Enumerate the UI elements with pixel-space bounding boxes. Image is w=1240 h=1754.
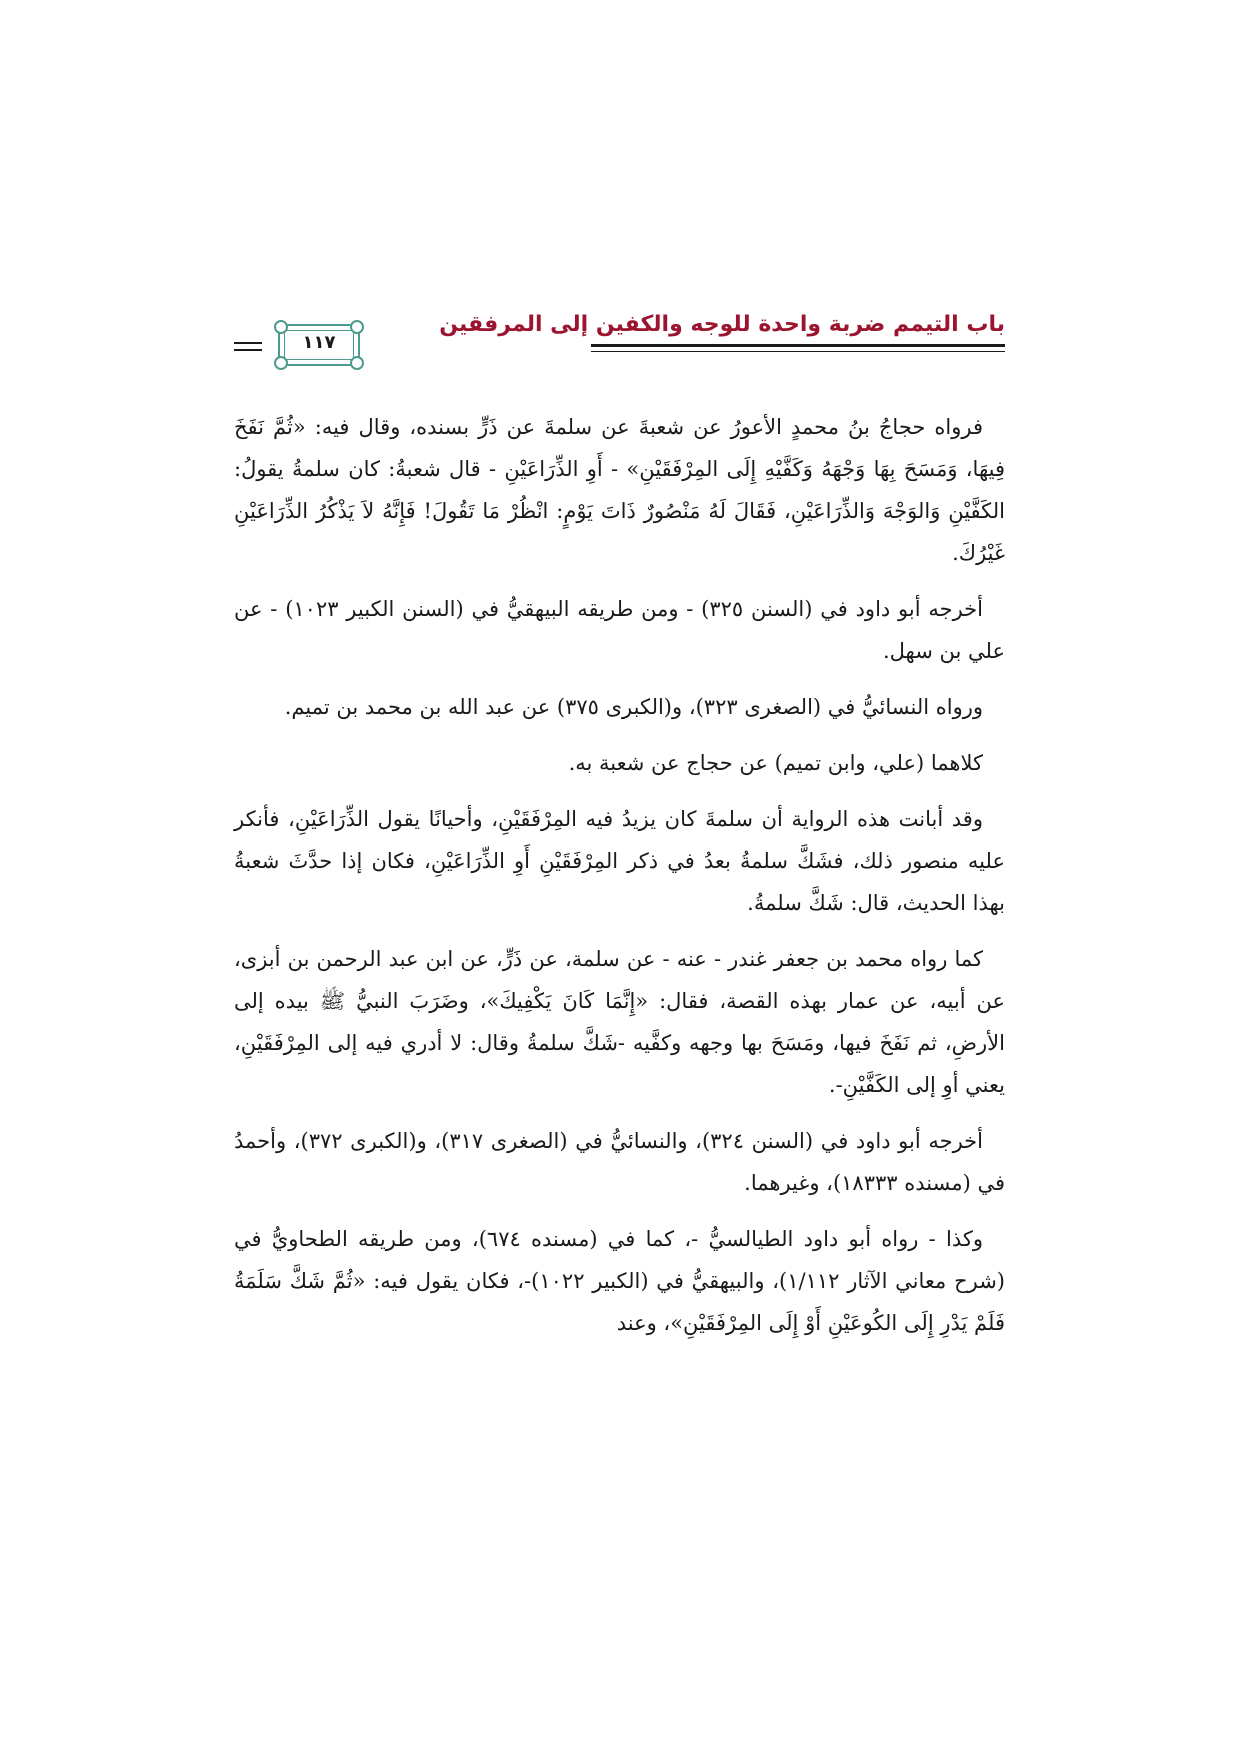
paragraph-nasai-narration: ورواه النسائيُّ في (الصغرى ٣٢٣)، و(الكبرى ٣٧٥) عن عبد الله بن محمد بن تميم. [284, 695, 983, 719]
page-body [234, 406, 1005, 1358]
paragraph-salama-doubt: وقد أبانت هذه الرواية أن سلمةَ كان يزيدُ فيه المِرْفَقَيْنِ، وأحيانًا يقول الذِّرَاعَيْنِ، فأنكر عليه منصور ذلك، فشَكَّ سلمةُ بعدُ في ذكر المِرْفَقَيْنِ أَوِ الذِّرَاعَيْنِ، فكان إذا حدَّثَ شعبةُ بهذا الحديث، قال: شَكَّ سلمةُ. [234, 807, 1005, 915]
frame-corner-ornament [350, 356, 364, 370]
paragraph-abu-dawud-takhrij: أخرجه أبو داود في (السنن ٣٢٥) - ومن طريقه البيهقيُّ في (السنن الكبير ١٠٢٣) - عن علي بن سهل. [234, 597, 1005, 663]
paragraph-ghundar-narration: كما رواه محمد بن جعفر غندر - عنه - عن سلمة، عن ذَرٍّ، عن ابن عبد الرحمن بن أبزى، عن أبيه، عن عمار بهذه القصة، فقال: «إِنَّمَا كَانَ يَكْفِيكَ»، وضَرَبَ النبيُّ ﷺ بيده إلى الأرضِ، ثم نَفَخَ فيها، ومَسَحَ بها وجهه وكفَّيه -شَكَّ سلمةُ وقال: لا أدري فيه إلى المِرْفَقَيْنِ، يعني أوِ إلى الكَفَّيْنِ-. [234, 947, 1005, 1097]
header-rule-thin [591, 351, 1005, 352]
page-number: ١١٧ [302, 332, 336, 353]
paragraph-takhrij-ahmad: أخرجه أبو داود في (السنن ٣٢٤)، والنسائيُّ في (الصغرى ٣١٧)، و(الكبرى ٣٧٢)، وأحمدُ في (مسنده ١٨٣٣٣)، وغيرهما. [234, 1129, 1005, 1195]
chapter-title: باب التيمم ضربة واحدة للوجه والكفين إلى المرفقين [439, 312, 1005, 337]
paragraph-both-narrators: كلاهما (علي، وابن تميم) عن حجاج عن شعبة به. [568, 751, 983, 775]
page-number-frame [278, 324, 360, 366]
paragraph-tayalisi-narration: وكذا - رواه أبو داود الطيالسيُّ -، كما في (مسنده ٦٧٤)، ومن طريقه الطحاويُّ في (شرح معاني الآثار ١/١١٢)، والبيهقيُّ في (الكبير ١٠٢٢)-، فكان يقول فيه: «ثُمَّ شَكَّ سَلَمَةُ فَلَمْ يَدْرِ إِلَى الكُوعَيْنِ أَوْ إِلَى المِرْفَقَيْنِ»، وعند [234, 1227, 1006, 1335]
paragraph-hajjaj-narration: فرواه حجاجُ بنُ محمدٍ الأعورُ عن شعبةَ عن سلمةَ عن ذَرٍّ بسنده، وقال فيه: «ثُمَّ نَفَخَ فِيهَا، وَمَسَحَ بِهَا وَجْهَهُ وَكَفَّيْهِ إِلَى المِرْفَقَيْنِ» - أَوِ الذِّرَاعَيْنِ - قال شعبةُ: كان سلمةُ يقولُ: الكَفَّيْنِ وَالوَجْهَ وَالذِّرَاعَيْنِ، فَقَالَ لَهُ مَنْصُورٌ ذَاتَ يَوْمٍ: انْظُرْ مَا تَقُولَ! فَإِنَّهُ لاَ يَذْكُرُ الذِّرَاعَيْنِ غَيْرُكَ. [234, 415, 1005, 565]
header-rule-left-bottom [234, 349, 262, 351]
frame-corner-ornament [274, 356, 288, 370]
header-rule-thick [591, 344, 1005, 347]
running-header [234, 308, 1005, 378]
header-rule-left-top [234, 342, 262, 344]
